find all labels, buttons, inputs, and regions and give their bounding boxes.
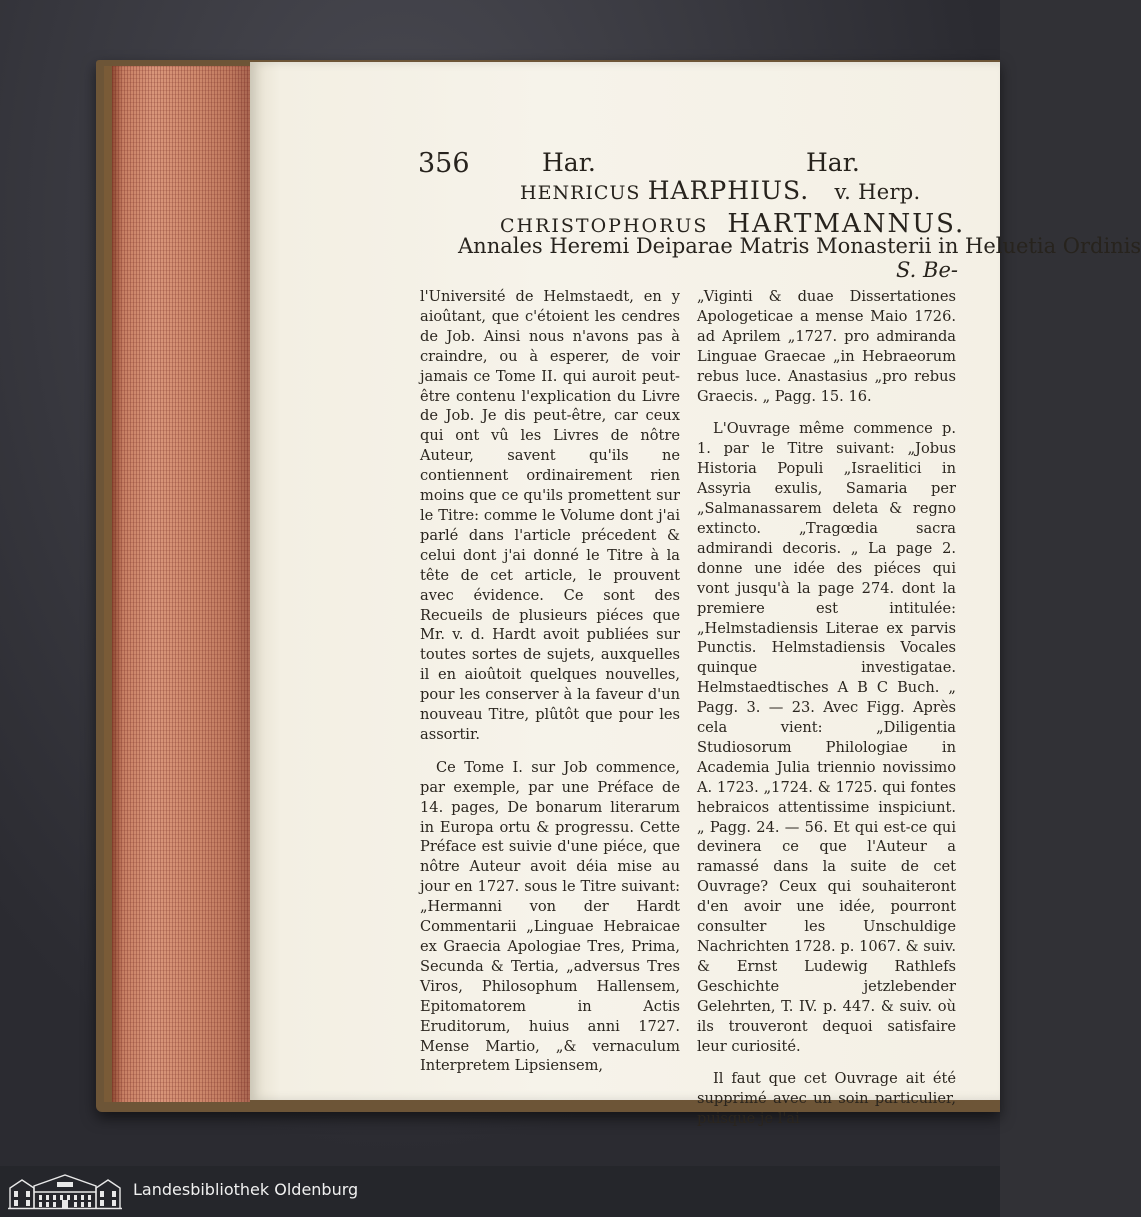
work-title-line1: Annales Heremi Deiparae Matris Monasterii in Heluetia Ordinis [458, 234, 1141, 258]
entry-forename: HENRICUS [520, 182, 641, 204]
entry-heading-harphius [520, 176, 921, 205]
library-name: Landesbibliothek Oldenburg [133, 1180, 359, 1199]
footer-bar [0, 1166, 1000, 1217]
text-column-left [420, 287, 680, 1076]
paragraph: „Viginti & duae Dissertationes Apologeticae a mense Maio 1726. ad Aprilem „1727. pro admiranda Linguae Graecae „in Hebraeorum rebus luce. Anastasius „pro rebus Graecis. „ Pagg. 15. 16. [697, 288, 956, 405]
page-edges [104, 66, 250, 1102]
entry-surname: HARPHIUS. [647, 176, 810, 205]
paragraph: L'Ouvrage même commence p. 1. par le Titre suivant: „Jobus Historia Populi „Israelitici in Assyria exulis, Samaria per „Salmanassarem deleta & regno extincto. „Tragœdia sacra admirandi decoris. „ La page 2. donne une idée des piéces qui vont jusqu'à la page 274. dont la premiere est intitulée: „Helmstadiensis Literae ex parvis Punctis. Helmstadiensis Vocales quinque investigatae. Helmstaedtisches A B C Buch. „ Pagg. 3. — 23. Avec Figg. Après cela vient: „Diligentia Studiosorum Philologiae in Academia Julia triennio novissimo A. 1723. „1724. & 1725. qui fontes hebraicos attentissime inspiciunt. „ Pagg. 24. — 56. Et qui est-ce qui devinera ce que l'Auteur a ramassé dans la suite de cet Ouvrage? Ceux qui souhaiteront d'en avoir une idée, pourront consulter les Unschuldige Nachrichten 1728. p. 1067. & suiv. & Ernst Ludewig Rathlefs Geschichte jetzlebender Gelehrten, T. IV. p. 447. & suiv. où ils trouveront dequoi satisfaire leur curiosité. [697, 420, 956, 1055]
paragraph: l'Université de Helmstaedt, en y aioûtant, que c'étoient les cendres de Job. Ainsi nous n'avons pas à craindre, ou à esperer, de voir jamais ce Tome II. qui auroit peut-être contenu l'explication du Livre de Job. Je dis peut-être, car ceux qui ont vû les Livres de nôtre Auteur, savent qu'ils ne contiennent ordinairement rien moins que ce qu'ils promettent sur le Titre: comme le Volume dont j'ai parlé dans l'article précedent & celui dont j'ai donné le Titre à la tête de cet article, le prouvent avec évidence. Ce sont des Recueils de plusieurs piéces que Mr. v. d. Hardt avoit publiées sur toutes sortes de sujets, auxquelles il en aioûtoit quelques nouvelles, pour les conserver à la faveur d'un nouveau Titre, plûtôt que pour les assortir. [420, 288, 680, 743]
running-head-right: Har. [806, 148, 860, 177]
running-head-left: Har. [542, 148, 596, 177]
book-page [250, 62, 1141, 1128]
entry-forename: CHRISTOPHORUS [500, 215, 709, 237]
work-title-line2: S. Be- [896, 258, 958, 282]
library-building-icon [8, 1172, 122, 1210]
entry-surname: HARTMANNUS. [727, 209, 966, 239]
entry-cross-reference: v. Herp. [834, 180, 921, 204]
paragraph: Il faut que cet Ouvrage ait été supprimé avec un soin particulier, puisque je l'ai [697, 1070, 956, 1128]
text-column-right [697, 287, 956, 1129]
paragraph: Ce Tome I. sur Job commence, par exemple, par une Préface de 14. pages, De bonarum literarum in Europa ortu & progressu. Cette Préface est suivie d'une piéce, que nôtre Auteur avoit déia mise au jour en 1727. sous le Titre suivant: „Hermanni von der Hardt Commentarii „Linguae Hebraicae ex Graecia Apologiae Tres, Prima, Secunda & Tertia, „adversus Tres Viros, Philosophum Hallensem, Epitomatorem in Actis Eruditorum, huius anni 1727. Mense Martio, „& vernaculum Interpretem Lipsiensem, [420, 758, 680, 1075]
page-number: 356 [418, 148, 470, 179]
